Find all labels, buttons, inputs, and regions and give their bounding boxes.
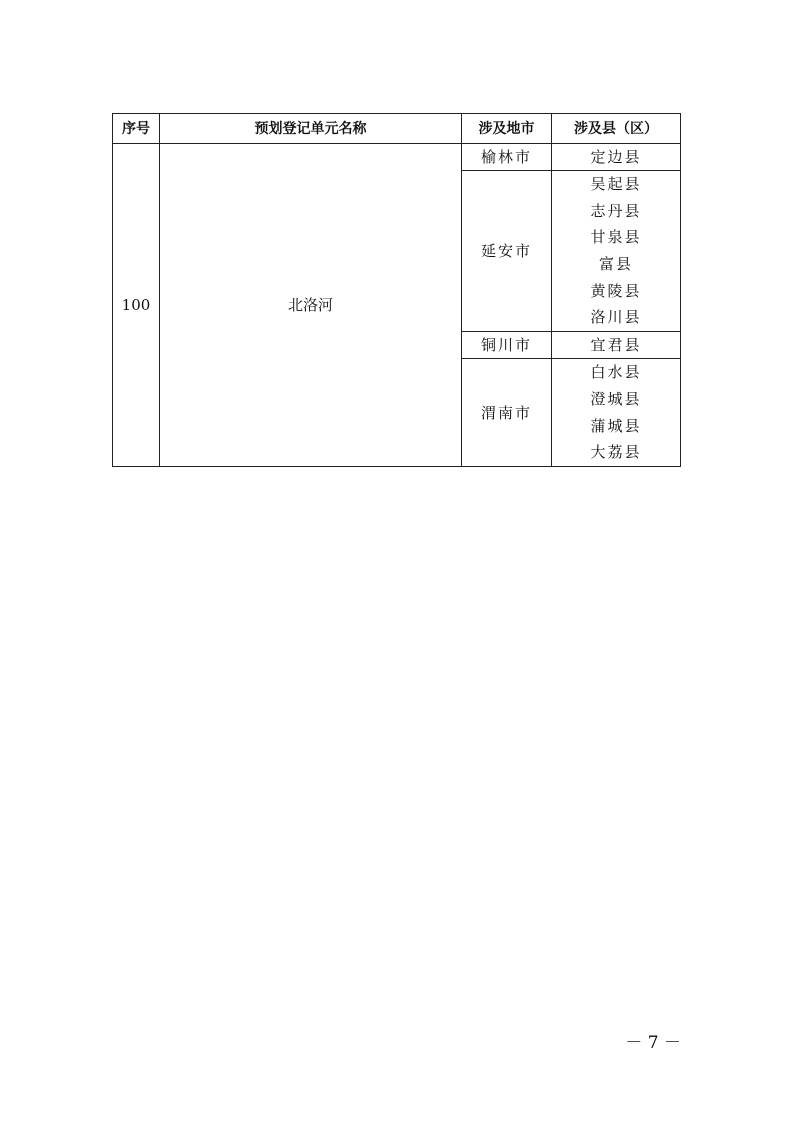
county-fuxian: 富县 — [598, 255, 633, 274]
table-row — [113, 144, 681, 171]
header-unit-name: 预划登记单元名称 — [160, 114, 462, 144]
cell-city-weinan: 渭南市 — [462, 359, 552, 467]
county-luochuan: 洛川县 — [590, 308, 642, 327]
header-seq: 序号 — [113, 114, 160, 144]
county-huangling: 黄陵县 — [590, 281, 642, 300]
county-baishui: 白水县 — [590, 363, 642, 382]
header-county: 涉及县（区） — [552, 114, 681, 144]
page-number: － 7 － — [625, 1033, 681, 1053]
cell-unit-name: 北洛河 — [160, 144, 462, 467]
table-header-row — [113, 114, 681, 144]
cell-counties-weinan — [552, 359, 681, 467]
cell-county-dingbian: 定边县 — [552, 144, 681, 171]
county-ganquan: 甘泉县 — [590, 228, 642, 247]
cell-city-tongchuan: 铜川市 — [462, 332, 552, 359]
cell-seq: 100 — [113, 144, 160, 467]
cell-counties-yanan — [552, 171, 681, 332]
county-pucheng: 蒲城县 — [590, 416, 642, 435]
cell-city-yulin: 榆林市 — [462, 144, 552, 171]
cell-city-yanan: 延安市 — [462, 171, 552, 332]
county-chengcheng: 澄城县 — [590, 389, 642, 408]
cell-county-yijun: 宜君县 — [552, 332, 681, 359]
county-wuqi: 吴起县 — [590, 175, 642, 193]
county-list-weinan — [552, 359, 680, 466]
header-city: 涉及地市 — [462, 114, 552, 144]
registration-unit-table — [112, 113, 681, 467]
county-dali: 大荔县 — [590, 443, 642, 462]
county-list-yanan — [552, 171, 680, 331]
county-zhidan: 志丹县 — [590, 201, 642, 220]
